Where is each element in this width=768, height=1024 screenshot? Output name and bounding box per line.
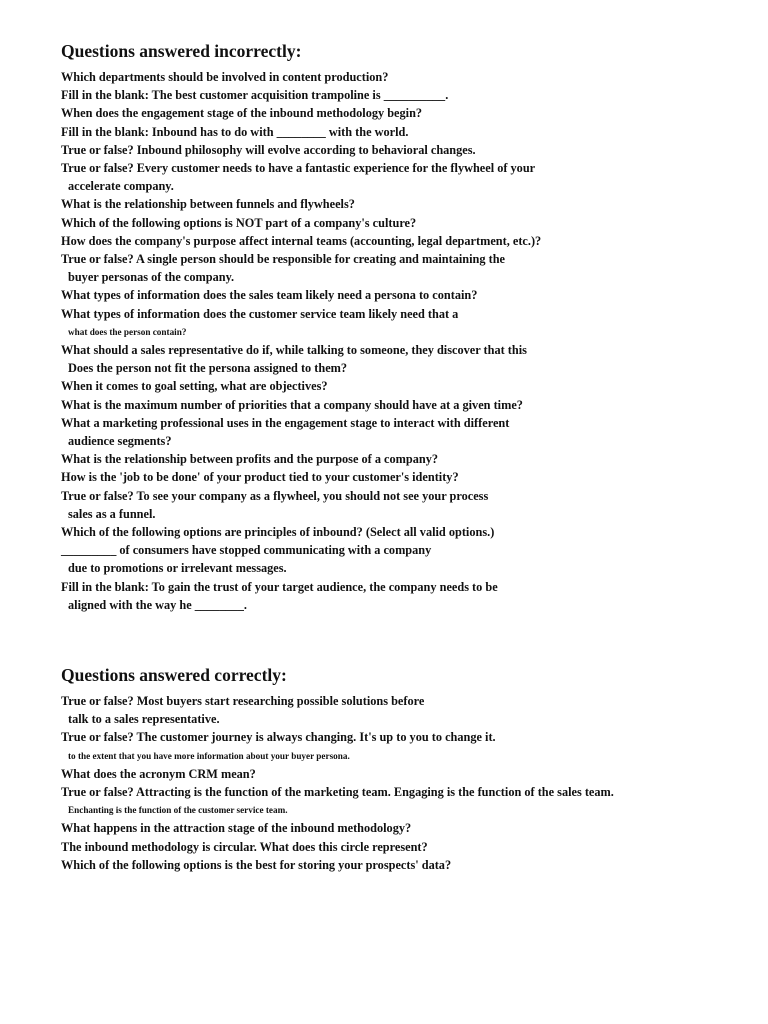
question-continuation: aligned with the way he ________. xyxy=(68,597,247,612)
question-item xyxy=(61,286,741,304)
question-item xyxy=(61,341,741,377)
question-continuation: accelerate company. xyxy=(68,179,174,194)
question-text: True or false? Attracting is the function of the marketing team. Engaging is the function of the sales team. xyxy=(61,785,614,800)
question-item xyxy=(61,819,741,837)
question-item xyxy=(61,123,741,141)
question-item xyxy=(61,141,741,159)
question-text: True or false? To see your company as a flywheel, you should not see your process xyxy=(61,488,489,503)
question-text: What is the maximum number of priorities that a company should have at a given time? xyxy=(61,397,523,412)
question-item xyxy=(61,838,741,856)
question-item xyxy=(61,305,741,341)
question-continuation: talk to a sales representative. xyxy=(68,712,220,727)
question-text: Which departments should be involved in content production? xyxy=(61,70,389,84)
question-text: What happens in the attraction stage of the inbound methodology? xyxy=(61,821,412,836)
question-item xyxy=(61,68,741,86)
question-item xyxy=(61,728,741,764)
question-text: True or false? A single person should be responsible for creating and maintaining the xyxy=(61,252,505,267)
question-continuation: due to promotions or irrelevant messages. xyxy=(68,561,287,576)
question-text: How is the 'job to be done' of your product tied to your customer's identity? xyxy=(61,470,459,485)
question-text: Which of the following options are principles of inbound? (Select all valid options.) xyxy=(61,525,495,540)
question-text: True or false? Every customer needs to have a fantastic experience for the flywheel of your xyxy=(61,161,536,176)
question-continuation: sales as a funnel. xyxy=(68,506,156,521)
question-item xyxy=(61,414,741,450)
question-item xyxy=(61,86,741,104)
question-text: Fill in the blank: Inbound has to do with ________ with the world. xyxy=(61,124,409,139)
incorrect-question-list xyxy=(61,68,741,614)
question-item xyxy=(61,856,741,874)
question-text: What a marketing professional uses in the engagement stage to interact with different xyxy=(61,415,510,430)
question-note: to the extent that you have more information about your buyer persona. xyxy=(68,750,350,761)
question-text: What is the relationship between funnels and flywheels? xyxy=(61,197,355,212)
question-text: What types of information does the customer service team likely need that a xyxy=(61,306,459,321)
question-item xyxy=(61,396,741,414)
question-text: How does the company's purpose affect internal teams (accounting, legal department, etc.)? xyxy=(61,233,542,248)
question-item xyxy=(61,578,741,614)
question-item xyxy=(61,541,741,577)
question-text: The inbound methodology is circular. What does this circle represent? xyxy=(61,839,428,854)
question-text: When it comes to goal setting, what are objectives? xyxy=(61,379,328,394)
question-text: What should a sales representative do if, while talking to someone, they discover that this xyxy=(61,343,527,358)
question-text: _________ of consumers have stopped communicating with a company xyxy=(61,543,432,558)
question-continuation: Does the person not fit the persona assigned to them? xyxy=(68,361,348,376)
question-item xyxy=(61,765,741,783)
question-note: Enchanting is the function of the customer service team. xyxy=(68,805,288,816)
question-text: What types of information does the sales team likely need a persona to contain? xyxy=(61,288,478,303)
question-item xyxy=(61,159,741,195)
question-item xyxy=(61,195,741,213)
question-note: what does the person contain? xyxy=(68,326,187,337)
question-text: What does the acronym CRM mean? xyxy=(61,766,256,781)
question-item xyxy=(61,232,741,250)
incorrect-section-title: Questions answered incorrectly: xyxy=(61,41,302,61)
question-text: True or false? The customer journey is always changing. It's up to you to change it. xyxy=(61,730,496,745)
question-item xyxy=(61,214,741,232)
question-item xyxy=(61,250,741,286)
question-continuation: buyer personas of the company. xyxy=(68,270,235,285)
question-item xyxy=(61,468,741,486)
question-text: Fill in the blank: The best customer acquisition trampoline is __________. xyxy=(61,88,449,103)
question-text: What is the relationship between profits and the purpose of a company? xyxy=(61,452,439,467)
question-item xyxy=(61,450,741,468)
question-continuation: audience segments? xyxy=(68,434,172,449)
correct-question-list xyxy=(61,692,741,874)
question-item xyxy=(61,783,741,819)
question-text: True or false? Most buyers start researching possible solutions before xyxy=(61,694,425,708)
question-text: True or false? Inbound philosophy will evolve according to behavioral changes. xyxy=(61,142,476,157)
question-text: Which of the following options is the best for storing your prospects' data? xyxy=(61,857,452,872)
question-item xyxy=(61,692,741,728)
correct-section-title: Questions answered correctly: xyxy=(61,665,287,685)
question-item xyxy=(61,523,741,541)
question-item xyxy=(61,104,741,122)
question-text: Fill in the blank: To gain the trust of your target audience, the company needs to be xyxy=(61,579,498,594)
question-item xyxy=(61,377,741,395)
question-text: Which of the following options is NOT part of a company's culture? xyxy=(61,215,417,230)
question-text: When does the engagement stage of the inbound methodology begin? xyxy=(61,106,423,121)
question-item xyxy=(61,487,741,523)
